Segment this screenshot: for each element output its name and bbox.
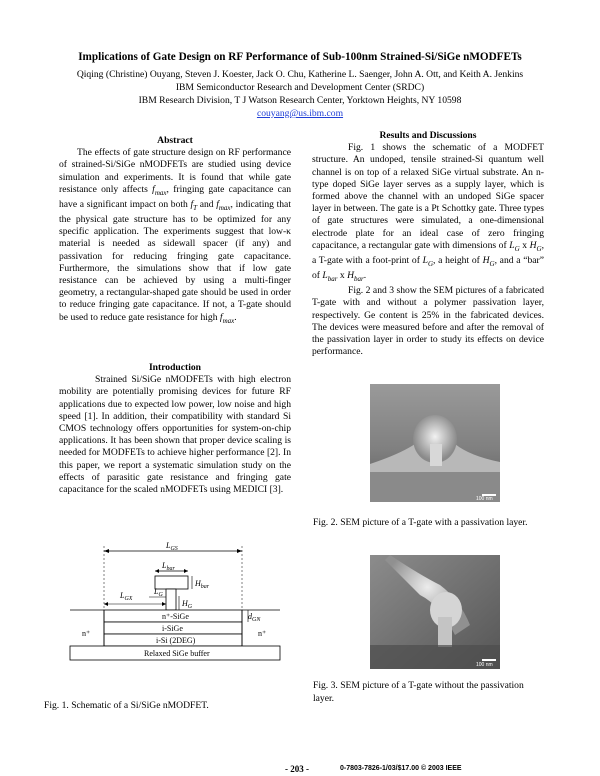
introduction-section (59, 362, 291, 496)
label-hbar: $H_{bar}$ (195, 579, 210, 590)
abstract-section (59, 135, 291, 327)
results-heading: Results and Discussions (379, 130, 477, 141)
fig3-caption: Fig. 3. SEM picture of a T-gate without the passivation layer. (313, 680, 524, 704)
affiliation-1: IBM Semiconductor Research and Development Center (SRDC) (175, 82, 425, 93)
fig2-caption: Fig. 2. SEM picture of a T-gate with a passivation layer. (313, 517, 528, 528)
author-list: Qiqing (Christine) Ouyang, Steven J. Koester, Jack O. Chu, Katherine L. Saenger, John A. Ott, and Keith A. Jenkins (76, 69, 524, 80)
fig1-schematic (58, 538, 292, 698)
results-paragraph-2: Fig. 2 and 3 show the SEM pictures of a fabricated T-gate with and without a polymer passivation layer, respectively. Ge content is 25% in the fabricated devices. The devices were measured before and after the removal of the passivation layer in order to study its effects on device performance. (312, 285, 544, 358)
fig3-sem-image (370, 555, 500, 669)
label-layer-i-sige: i-SiGe (162, 624, 183, 633)
label-dgn: $d_{GN}$ (248, 612, 261, 623)
t-gate-bar (155, 576, 188, 589)
abstract-heading: Abstract (157, 135, 193, 146)
author-email-link[interactable]: couyang@us.ibm.com (256, 108, 344, 119)
label-contact-right: n⁺ (258, 629, 267, 638)
label-hg: $H_G$ (182, 599, 193, 610)
label-contact-left: n⁺ (82, 629, 91, 638)
results-section (312, 130, 544, 358)
label-layer-i-si: i-Si (2DEG) (156, 636, 196, 645)
t-gate-stem (166, 589, 176, 610)
introduction-heading: Introduction (148, 362, 202, 373)
fig2-scalebar-label: 100 nm (476, 496, 493, 502)
fig2-sem-image (370, 384, 500, 502)
fig3-scalebar-label: 100 nm (476, 662, 493, 668)
label-lbar: $L_{bar}$ (162, 561, 175, 572)
fig1-caption: Fig. 1. Schematic of a Si/SiGe nMODFET. (44, 700, 209, 711)
copyright-code: 0-7803-7826-1/03/$17.00 © 2003 IEEE (340, 765, 462, 772)
introduction-text: Strained Si/SiGe nMODFETs with high electron mobility are potentially promising devices for future RF applications due to expected low power, low noise and high speed [1]. In addition, their compatibility with standard Si CMOS technology offers opportunities for system-on-chip applications. It has been shown that proper device scaling is needed for MODFETs to achieve higher performance [2]. In this paper, we report a systematic simulation study on the effects of parasitic gate resistance and fringing gate capacitance for the scaled nMODFETs using MEDICI [3]. (59, 374, 291, 496)
label-layer-n-sige: n⁺-SiGe (162, 612, 189, 621)
label-lg: $L_G$ (154, 587, 163, 598)
results-paragraph-1: Fig. 1 shows the schematic of a MODFET structure. An undoped, tensile strained-Si quantum well channel is on top of a relaxed SiGe virtual substrate. An n-type doped SiGe layer serves as a supply layer, which is formed above the channel with an undoped SiGe spacer layer in between. The gate is a Pt Schottky gate. Three types of gate structures were simulated, a one-dimensional electrode plate for an ideal case of zero fringing capacitance, a rectangular gate with dimensions of $L_G$ x $H_G$, a T-gate with a foot-print of $L_G$, a height of $H_G$, and a “bar” of $L_{bar}$ x $H_{bar}$. (312, 142, 544, 283)
page-number: - 203 - (285, 764, 309, 774)
affiliation-2: IBM Research Division, T J Watson Research Center, Yorktown Heights, NY 10598 (138, 95, 462, 106)
abstract-text: The effects of gate structure design on RF performance of strained-Si/SiGe nMODFETs are studied using device simulation and experiments. It is found that while gate resistance only affects $f_{max}$, fringing gate capacitance can have a significant impact on both $f_T$ and $f_{max}$, indicating that the physical gate structure has to be optimized for any specific application. The experiments suggest that low-κ material is needed as sidewall spacer (if any) and passivation for reducing fringing gate capacitance. Furthermore, the simulations show that if low gate resistance can be achieved by using a multi-finger geometry, a rectangular-shaped gate should be used in order to reduce fringing gate capacitance. If not, a T-gate should be used to reduce gate resistance for high $f_{max}$. (59, 147, 291, 325)
label-layer-buffer: Relaxed SiGe buffer (144, 649, 210, 658)
paper-title: Implications of Gate Design on RF Performance of Sub-100nm Strained-Si/SiGe nMODFETs (78, 51, 522, 63)
label-lgs: $L_{GS}$ (166, 541, 178, 552)
label-lgx: $L_{GX}$ (120, 591, 133, 602)
